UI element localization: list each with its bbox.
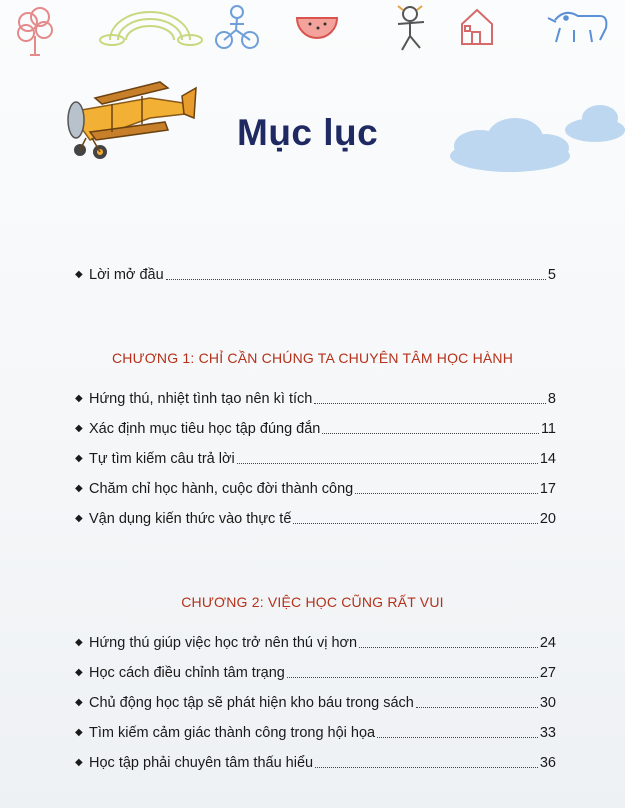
watermelon-icon (297, 18, 337, 38)
dot-leader (355, 493, 538, 494)
toc-entry-label: Học tập phải chuyên tâm thấu hiểu (89, 755, 314, 771)
cloud-icon (450, 105, 625, 172)
page-title: Mục lục (237, 112, 379, 153)
toc-entry-label: Chủ động học tập sẽ phát hiện kho báu trong sách (89, 695, 414, 711)
diamond-bullet-icon: ◆ (75, 393, 83, 404)
diamond-bullet-icon: ◆ (75, 269, 83, 280)
dot-leader (322, 433, 539, 434)
chapter-heading: CHƯƠNG 1: CHỈ CẦN CHÚNG TA CHUYÊN TÂM HỌC HÀNH (111, 350, 514, 366)
dot-leader (359, 647, 538, 648)
toc-entry-label: Tìm kiếm cảm giác thành công trong hội họa (89, 725, 376, 741)
toc-entry-label: Xác định mục tiêu học tập đúng đắn (89, 421, 321, 437)
dot-leader (237, 463, 538, 464)
cyclist-icon (216, 6, 258, 48)
dot-leader (315, 767, 538, 768)
dog-icon (548, 13, 606, 42)
child-icon (398, 6, 424, 50)
toc-entry-page: 33 (539, 725, 556, 741)
toc-entry-page: 17 (539, 481, 556, 497)
diamond-bullet-icon: ◆ (75, 423, 83, 434)
diamond-bullet-icon: ◆ (75, 513, 83, 524)
toc-entry-page: 11 (540, 421, 556, 437)
chapter-heading: CHƯƠNG 2: VIỆC HỌC CŨNG RẤT VUI (181, 594, 444, 610)
dot-leader (416, 707, 538, 708)
toc-entry-page: 36 (539, 755, 556, 771)
diamond-bullet-icon: ◆ (75, 637, 83, 648)
toc-entry-page: 5 (547, 267, 556, 283)
dot-leader (314, 403, 546, 404)
diamond-bullet-icon: ◆ (75, 727, 83, 738)
dot-leader (377, 737, 538, 738)
diamond-bullet-icon: ◆ (75, 697, 83, 708)
airplane-icon (68, 82, 196, 159)
toc-entry[interactable] (75, 446, 556, 468)
toc-entry-page: 27 (539, 665, 556, 681)
toc-entry-page: 30 (539, 695, 556, 711)
toc-entry[interactable] (75, 506, 556, 528)
toc-entry-page: 24 (539, 635, 556, 651)
toc-entry-intro[interactable] (75, 262, 556, 284)
dot-leader (287, 677, 538, 678)
diamond-bullet-icon: ◆ (75, 453, 83, 464)
toc-entry[interactable] (75, 690, 556, 712)
toc-entry-label: Hứng thú, nhiệt tình tạo nên kì tích (89, 391, 313, 407)
toc-entry[interactable] (75, 386, 556, 408)
toc-entry-label: Chăm chỉ học hành, cuộc đời thành công (89, 481, 354, 497)
toc-entry-page: 20 (539, 511, 556, 527)
toc-entry[interactable] (75, 750, 556, 772)
toc-entry-label: Lời mở đầu (89, 267, 164, 283)
diamond-bullet-icon: ◆ (75, 483, 83, 494)
toc-entry-label: Hứng thú giúp việc học trở nên thú vị hơn (89, 635, 358, 651)
toc-entry-page: 8 (547, 391, 556, 407)
diamond-bullet-icon: ◆ (75, 667, 83, 678)
house-icon (462, 10, 492, 44)
toc-entry[interactable] (75, 416, 556, 438)
toc-entry-label: Học cách điều chỉnh tâm trạng (89, 665, 285, 681)
dot-leader (166, 279, 546, 280)
toc-entry[interactable] (75, 630, 556, 652)
toc-entry[interactable] (75, 720, 556, 742)
diamond-bullet-icon: ◆ (75, 757, 83, 768)
toc-entry[interactable] (75, 660, 556, 682)
dot-leader (293, 523, 537, 524)
doodle-strip (0, 0, 625, 60)
rainbow-icon (100, 12, 202, 45)
tree-icon (18, 8, 52, 55)
toc-entry[interactable] (75, 476, 556, 498)
toc-entry-page: 14 (539, 451, 556, 467)
toc-entry-label: Tự tìm kiếm câu trả lời (89, 451, 235, 467)
toc-entry-label: Vận dụng kiến thức vào thực tế (89, 511, 292, 527)
